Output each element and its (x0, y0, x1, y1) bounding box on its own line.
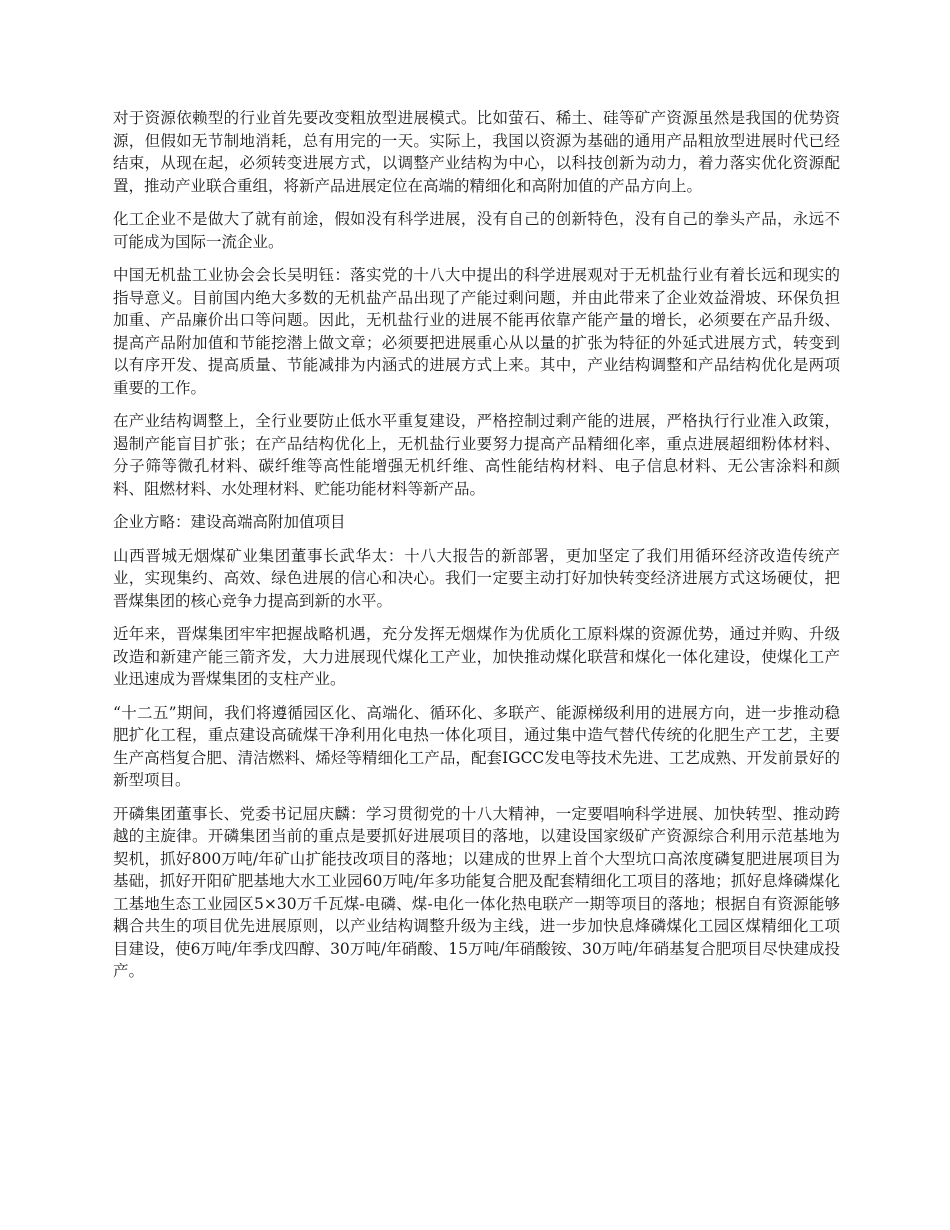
document-body (113, 107, 840, 994)
paragraph-resource-dependence: 对于资源依赖型的行业首先要改变粗放型进展模式。比如萤石、稀土、硅等矿产资源虽然是我国的优势资源，但假如无节制地消耗，总有用完的一天。实际上，我国以资源为基础的通用产品粗放型进展时代已经结束，从现在起，必须转变进展方式，以调整产业结构为中心，以科技创新为动力，着力落实优化资源配置，推动产业联合重组，将新产品进展定位在高端的精细化和高附加值的产品方向上。 (113, 109, 840, 195)
paragraph-twelfth-five-year: “十二五”期间，我们将遵循园区化、高端化、循环化、多联产、能源梯级利用的进展方向，进一步推动稳肥扩化工程，重点建设高硫煤干净利用化电热一体化项目，通过集中造气替代传统的化肥生产工艺，主要生产高档复合肥、清洁燃料、烯烃等精细化工产品，配套IGCC发电等技术先进、工艺成熟、开发前景好的新型项目。 (113, 703, 840, 789)
paragraph-kailin-group: 开磷集团董事长、党委书记屈庆麟：学习贯彻党的十八大精神，一定要唱响科学进展、加快转型、推动跨越的主旋律。开磷集团当前的重点是要抓好进展项目的落地，以建设国家级矿产资源综合利用示范基地为契机，抓好800万吨/年矿山扩能技改项目的落地；以建成的世界上首个大型坑口高浓度磷复肥进展项目为基础，抓好开阳矿肥基地大水工业园60万吨/年多功能复合肥及配套精细化工项目的落地；抓好息烽磷煤化工基地生态工业园区5×30万千瓦煤-电磷、煤-电化一体化热电联产一期等项目的落地；根据自有资源能够耦合共生的项目优先进展原则，以产业结构调整升级为主线，进一步加快息烽磷煤化工园区煤精细化工项目建设，使6万吨/年季戊四醇、30万吨/年硝酸、15万吨/年硝酸铵、30万吨/年硝基复合肥项目尽快建成投产。 (113, 804, 840, 980)
section-heading-enterprise-strategy: 企业方略：建设高端高附加值项目 (113, 513, 346, 531)
paragraph-jincheng-anthracite: 山西晋城无烟煤矿业集团董事长武华太：十八大报告的新部署，更加坚定了我们用循环经济改造传统产业，实现集约、高效、绿色进展的信心和决心。我们一定要主动打好加快转变经济进展方式这场硬仗，把晋煤集团的核心竞争力提高到新的水平。 (113, 546, 840, 610)
paragraph-industrial-restructuring: 在产业结构调整上，全行业要防止低水平重复建设，严格控制过剩产能的进展，严格执行行业准入政策，遏制产能盲目扩张；在产品结构优化上，无机盐行业要努力提高产品精细化率，重点进展超细粉体材料、分子筛等微孔材料、碳纤维等高性能增强无机纤维、高性能结构材料、电子信息材料、无公害涂料和颜料、阻燃材料、水处理材料、贮能功能材料等新产品。 (113, 412, 840, 498)
paragraph-chemical-enterprise: 化工企业不是做大了就有前途，假如没有科学进展，没有自己的创新特色，没有自己的拳头产品，永远不可能成为国际一流企业。 (113, 210, 840, 251)
paragraph-jinmei-group-recent: 近年来，晋煤集团牢牢把握战略机遇，充分发挥无烟煤作为优质化工原料煤的资源优势，通过并购、升级改造和新建产能三箭齐发，大力进展现代煤化工产业，加快推动煤化联营和煤化一体化建设，使煤化工产业迅速成为晋煤集团的支柱产业。 (113, 625, 840, 688)
paragraph-inorganic-salt-association: 中国无机盐工业协会会长吴明钰：落实党的十八大中提出的科学进展观对于无机盐行业有着长远和现实的指导意义。目前国内绝大多数的无机盐产品出现了产能过剩问题，并由此带来了企业效益滑坡、环保负担加重、产品廉价出口等问题。因此，无机盐行业的进展不能再依靠产能产量的增长，必须要在产品升级、提高产品附加值和节能挖潜上做文章；必须要把进展重心从以量的扩张为特征的外延式进展方式，转变到以有序开发、提高质量、节能减排为内涵式的进展方式上来。其中，产业结构调整和产品结构优化是两项重要的工作。 (113, 266, 840, 397)
